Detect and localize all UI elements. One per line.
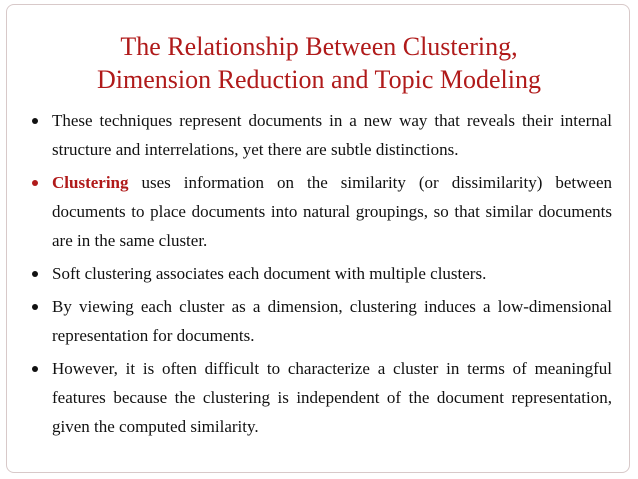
bullet-list [32, 106, 612, 445]
bullet-item [32, 168, 612, 255]
bullet-text: However, it is often difficult to characterize a cluster in terms of meaningful features because the clustering is independent of the document representation, given the computed similarity. [52, 359, 612, 436]
bullet-item [32, 292, 612, 350]
slide-title [40, 30, 598, 96]
bullet-item [32, 354, 612, 441]
bullet-text: Soft clustering associates each document with multiple clusters. [52, 264, 487, 283]
bullet-dot-icon [32, 304, 38, 310]
bullet-keyword: Clustering [52, 173, 129, 192]
bullet-dot-icon [32, 180, 38, 186]
bullet-item [32, 106, 612, 164]
bullet-text: By viewing each cluster as a dimension, clustering induces a low-dimensional representation for documents. [52, 297, 612, 345]
title-line-1: The Relationship Between Clustering, [120, 32, 518, 61]
bullet-dot-icon [32, 118, 38, 124]
title-line-2: Dimension Reduction and Topic Modeling [97, 65, 541, 94]
bullet-text: uses information on the similarity (or dissimilarity) between documents to place documents into natural groupings, so that similar documents are in the same cluster. [52, 173, 612, 250]
bullet-text: These techniques represent documents in a new way that reveals their internal structure and interrelations, yet there are subtle distinctions. [52, 111, 612, 159]
bullet-item [32, 259, 612, 288]
bullet-dot-icon [32, 366, 38, 372]
bullet-dot-icon [32, 271, 38, 277]
